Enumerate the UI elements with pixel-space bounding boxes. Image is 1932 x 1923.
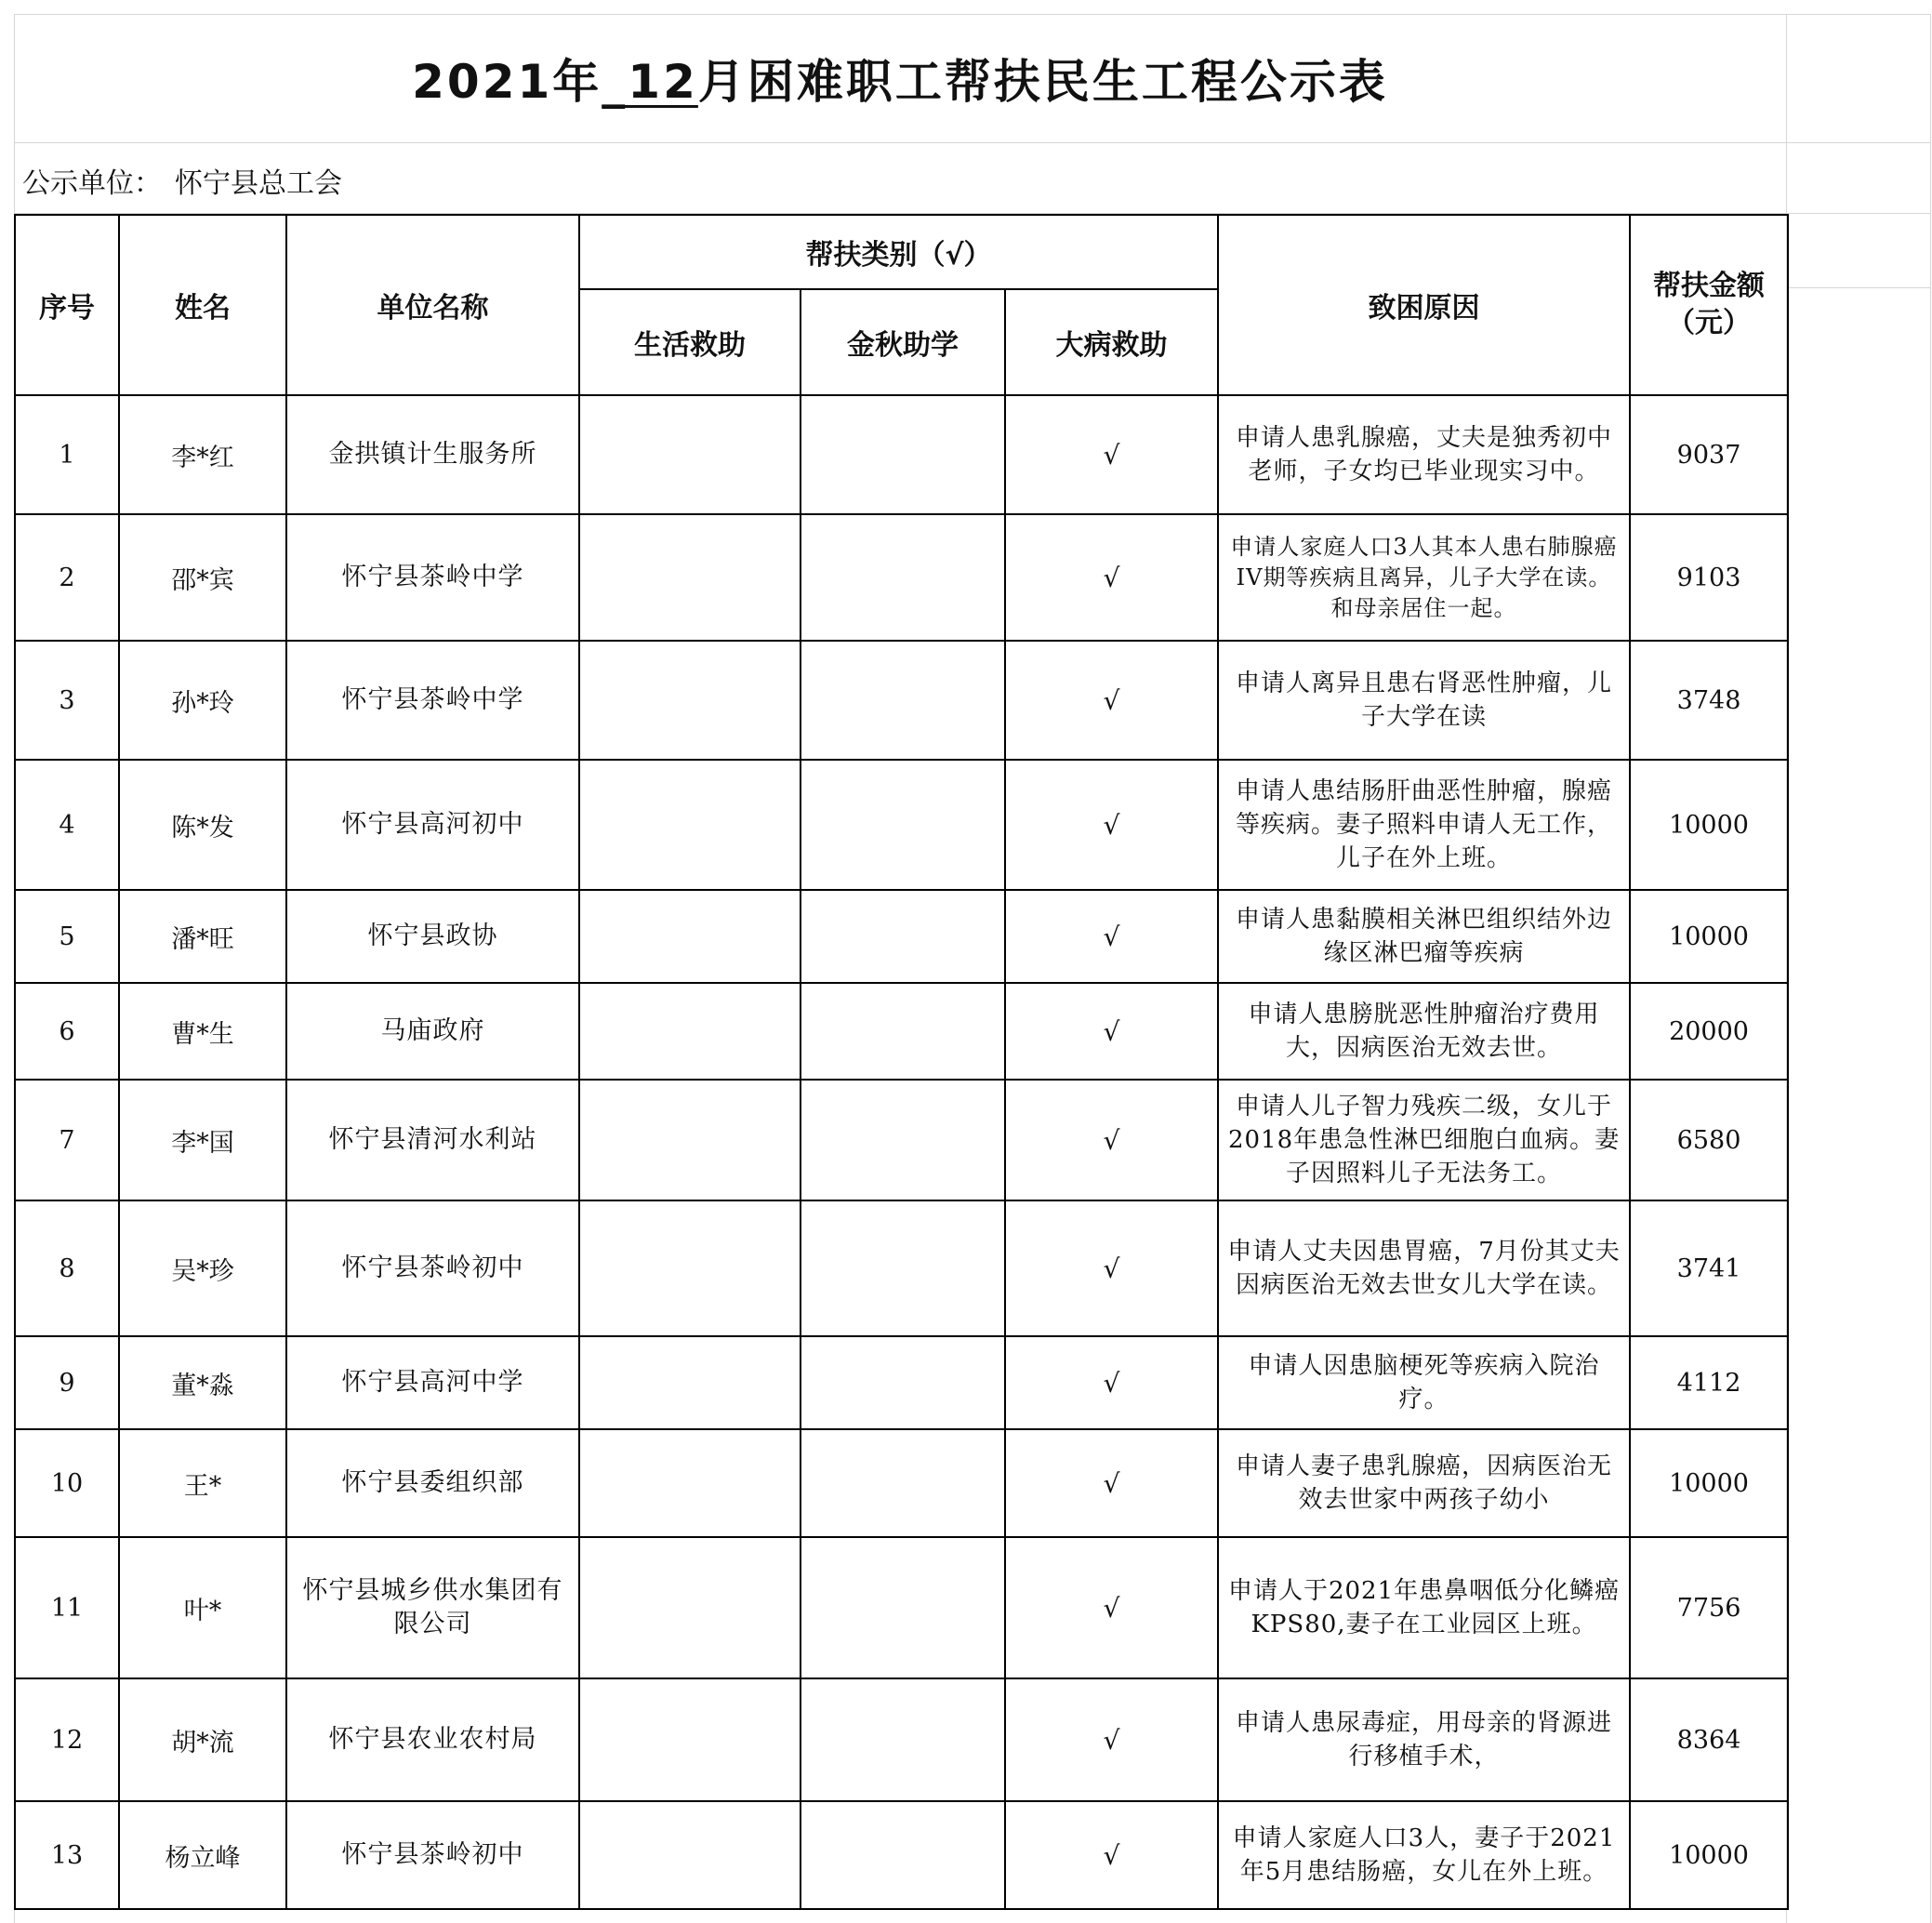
cell-name: 陈*发 bbox=[119, 760, 286, 890]
cell-index: 8 bbox=[15, 1200, 119, 1336]
cell-illness-check: √ bbox=[1005, 641, 1218, 760]
cell-name: 杨立峰 bbox=[119, 1801, 286, 1909]
cell-study bbox=[801, 1200, 1005, 1336]
cell-study bbox=[801, 395, 1005, 514]
cell-name: 孙*玲 bbox=[119, 641, 286, 760]
cell-unit: 怀宁县政协 bbox=[286, 890, 579, 983]
header-category: 帮扶类别（√） bbox=[579, 215, 1218, 289]
cell-unit: 马庙政府 bbox=[286, 983, 579, 1080]
cell-reason: 申请人丈夫因患胃癌，7月份其丈夫因病医治无效去世女儿大学在读。 bbox=[1218, 1200, 1630, 1336]
cell-study bbox=[801, 1537, 1005, 1678]
cell-amount: 9103 bbox=[1630, 514, 1788, 641]
cell-unit: 金拱镇计生服务所 bbox=[286, 395, 579, 514]
cell-illness-check: √ bbox=[1005, 395, 1218, 514]
cell-reason: 申请人家庭人口3人其本人患右肺腺癌IV期等疾病且离异，儿子大学在读。和母亲居住一起。 bbox=[1218, 514, 1630, 641]
cell-illness-check: √ bbox=[1005, 890, 1218, 983]
cell-name: 李*红 bbox=[119, 395, 286, 514]
cell-reason: 申请人患乳腺癌，丈夫是独秀初中老师，子女均已毕业现实习中。 bbox=[1218, 395, 1630, 514]
table-row bbox=[15, 1429, 1788, 1537]
cell-living bbox=[579, 395, 801, 514]
cell-living bbox=[579, 1200, 801, 1336]
cell-index: 7 bbox=[15, 1080, 119, 1200]
cell-name: 吴*珍 bbox=[119, 1200, 286, 1336]
cell-illness-check: √ bbox=[1005, 1537, 1218, 1678]
cell-amount: 8364 bbox=[1630, 1678, 1788, 1801]
cell-amount: 3741 bbox=[1630, 1200, 1788, 1336]
gridline bbox=[14, 142, 1931, 143]
cell-living bbox=[579, 1336, 801, 1429]
cell-illness-check: √ bbox=[1005, 1080, 1218, 1200]
header-unit: 单位名称 bbox=[286, 215, 579, 395]
table-row bbox=[15, 983, 1788, 1080]
title-text: 月困难职工帮扶民生工程公示表 bbox=[697, 55, 1388, 109]
cell-study bbox=[801, 1429, 1005, 1537]
cell-study bbox=[801, 1801, 1005, 1909]
org-label: 公示单位： bbox=[22, 167, 162, 200]
cell-amount: 10000 bbox=[1630, 760, 1788, 890]
cell-name: 叶* bbox=[119, 1537, 286, 1678]
cell-unit: 怀宁县茶岭初中 bbox=[286, 1801, 579, 1909]
table-row bbox=[15, 1080, 1788, 1200]
cell-living bbox=[579, 983, 801, 1080]
cell-index: 1 bbox=[15, 395, 119, 514]
cell-reason: 申请人家庭人口3人，妻子于2021年5月患结肠癌，女儿在外上班。 bbox=[1218, 1801, 1630, 1909]
table-row bbox=[15, 1678, 1788, 1801]
cell-unit: 怀宁县城乡供水集团有限公司 bbox=[286, 1537, 579, 1678]
table-row bbox=[15, 395, 1788, 514]
cell-illness-check: √ bbox=[1005, 1336, 1218, 1429]
cell-illness-check: √ bbox=[1005, 983, 1218, 1080]
cell-study bbox=[801, 641, 1005, 760]
cell-reason: 申请人儿子智力残疾二级，女儿于2018年患急性淋巴细胞白血病。妻子因照料儿子无法务工。 bbox=[1218, 1080, 1630, 1200]
cell-name: 李*国 bbox=[119, 1080, 286, 1200]
header-reason: 致困原因 bbox=[1218, 215, 1630, 395]
header-name: 姓名 bbox=[119, 215, 286, 395]
header-index: 序号 bbox=[15, 215, 119, 395]
cell-study bbox=[801, 1336, 1005, 1429]
cell-living bbox=[579, 1678, 801, 1801]
cell-index: 12 bbox=[15, 1678, 119, 1801]
header-study-aid: 金秋助学 bbox=[801, 289, 1005, 395]
table-row bbox=[15, 890, 1788, 983]
cell-study bbox=[801, 983, 1005, 1080]
cell-reason: 申请人患膀胱恶性肿瘤治疗费用大，因病医治无效去世。 bbox=[1218, 983, 1630, 1080]
table-row bbox=[15, 1537, 1788, 1678]
header-illness-aid: 大病救助 bbox=[1005, 289, 1218, 395]
cell-name: 邵*宾 bbox=[119, 514, 286, 641]
cell-index: 5 bbox=[15, 890, 119, 983]
cell-index: 3 bbox=[15, 641, 119, 760]
cell-amount: 6580 bbox=[1630, 1080, 1788, 1200]
cell-living bbox=[579, 641, 801, 760]
cell-amount: 7756 bbox=[1630, 1537, 1788, 1678]
cell-reason: 申请人妻子患乳腺癌，因病医治无效去世家中两孩子幼小 bbox=[1218, 1429, 1630, 1537]
cell-reason: 申请人患尿毒症，用母亲的肾源进行移植手术， bbox=[1218, 1678, 1630, 1801]
cell-index: 4 bbox=[15, 760, 119, 890]
cell-study bbox=[801, 890, 1005, 983]
cell-reason: 申请人于2021年患鼻咽低分化鳞癌KPS80,妻子在工业园区上班。 bbox=[1218, 1537, 1630, 1678]
cell-living bbox=[579, 1801, 801, 1909]
cell-reason: 申请人患黏膜相关淋巴组织结外边缘区淋巴瘤等疾病 bbox=[1218, 890, 1630, 983]
gridline bbox=[1930, 14, 1931, 1923]
publishing-unit bbox=[22, 160, 342, 201]
cell-study bbox=[801, 1678, 1005, 1801]
cell-unit: 怀宁县高河中学 bbox=[286, 1336, 579, 1429]
table-row bbox=[15, 1336, 1788, 1429]
cell-unit: 怀宁县茶岭中学 bbox=[286, 514, 579, 641]
cell-amount: 10000 bbox=[1630, 1429, 1788, 1537]
cell-reason: 申请人离异且患右肾恶性肿瘤，儿子大学在读 bbox=[1218, 641, 1630, 760]
title-row bbox=[14, 14, 1786, 142]
cell-index: 10 bbox=[15, 1429, 119, 1537]
cell-index: 13 bbox=[15, 1801, 119, 1909]
cell-amount: 10000 bbox=[1630, 890, 1788, 983]
cell-reason: 申请人因患脑梗死等疾病入院治疗。 bbox=[1218, 1336, 1630, 1429]
cell-unit: 怀宁县茶岭初中 bbox=[286, 1200, 579, 1336]
cell-index: 2 bbox=[15, 514, 119, 641]
table-row bbox=[15, 1801, 1788, 1909]
header-amount: 帮扶金额（元） bbox=[1630, 215, 1788, 395]
cell-illness-check: √ bbox=[1005, 760, 1218, 890]
org-value: 怀宁县总工会 bbox=[175, 167, 342, 200]
cell-living bbox=[579, 890, 801, 983]
header-living-aid: 生活救助 bbox=[579, 289, 801, 395]
cell-index: 11 bbox=[15, 1537, 119, 1678]
cell-name: 潘*旺 bbox=[119, 890, 286, 983]
cell-study bbox=[801, 760, 1005, 890]
aid-table bbox=[14, 214, 1789, 1910]
cell-illness-check: √ bbox=[1005, 514, 1218, 641]
cell-unit: 怀宁县高河初中 bbox=[286, 760, 579, 890]
cell-study bbox=[801, 514, 1005, 641]
cell-illness-check: √ bbox=[1005, 1429, 1218, 1537]
cell-name: 董*淼 bbox=[119, 1336, 286, 1429]
cell-unit: 怀宁县茶岭中学 bbox=[286, 641, 579, 760]
cell-name: 胡*流 bbox=[119, 1678, 286, 1801]
cell-amount: 10000 bbox=[1630, 1801, 1788, 1909]
cell-unit: 怀宁县委组织部 bbox=[286, 1429, 579, 1537]
cell-illness-check: √ bbox=[1005, 1678, 1218, 1801]
cell-amount: 4112 bbox=[1630, 1336, 1788, 1429]
table-row bbox=[15, 760, 1788, 890]
cell-living bbox=[579, 514, 801, 641]
cell-living bbox=[579, 760, 801, 890]
cell-amount: 3748 bbox=[1630, 641, 1788, 760]
cell-amount: 20000 bbox=[1630, 983, 1788, 1080]
cell-illness-check: √ bbox=[1005, 1200, 1218, 1336]
cell-name: 曹*生 bbox=[119, 983, 286, 1080]
cell-index: 6 bbox=[15, 983, 119, 1080]
cell-study bbox=[801, 1080, 1005, 1200]
cell-unit: 怀宁县清河水利站 bbox=[286, 1080, 579, 1200]
cell-name: 王* bbox=[119, 1429, 286, 1537]
table-row bbox=[15, 514, 1788, 641]
table-row bbox=[15, 641, 1788, 760]
title-year: 2021年 bbox=[412, 55, 602, 109]
cell-index: 9 bbox=[15, 1336, 119, 1429]
page-title bbox=[412, 45, 1388, 112]
cell-unit: 怀宁县农业农村局 bbox=[286, 1678, 579, 1801]
title-month: _12 bbox=[602, 55, 698, 109]
cell-amount: 9037 bbox=[1630, 395, 1788, 514]
cell-reason: 申请人患结肠肝曲恶性肿瘤，腺癌等疾病。妻子照料申请人无工作，儿子在外上班。 bbox=[1218, 760, 1630, 890]
table-row bbox=[15, 1200, 1788, 1336]
gridline bbox=[1786, 287, 1931, 288]
cell-living bbox=[579, 1429, 801, 1537]
cell-illness-check: √ bbox=[1005, 1801, 1218, 1909]
cell-living bbox=[579, 1080, 801, 1200]
cell-living bbox=[579, 1537, 801, 1678]
